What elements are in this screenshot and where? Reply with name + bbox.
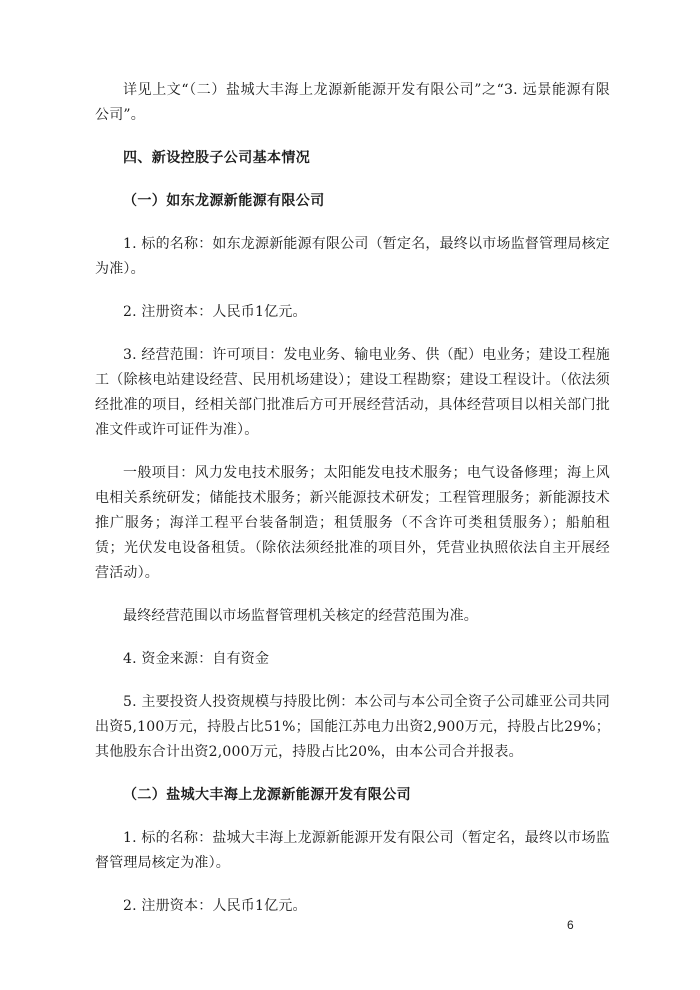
paragraph-rudong-scope-general: 一般项目：风力发电技术服务；太阳能发电技术服务；电气设备修理；海上风电相关系统研发；储能技术服务；新兴能源技术研发；工程管理服务；新能源技术推广服务；海洋工程平台装备制造；租赁服务（不含许可类租赁服务）；船舶租赁；光伏发电设备租赁。（除依法须经批准的项目外，凭营业执照依法自主开展经营活动）。 [95, 465, 610, 581]
paragraph-reference-above: 详见上文“（二）盐城大丰海上龙源新能源开发有限公司”之“3. 远景能源有限公司”。 [95, 82, 610, 123]
paragraph-rudong-funding: 4. 资金来源：自有资金 [123, 651, 270, 667]
paragraph-rudong-capital: 2. 注册资本：人民币1亿元。 [123, 304, 307, 320]
section-heading-new-subsidiaries: 四、新设控股子公司基本情况 [123, 150, 311, 166]
subsection-heading-rudong: （一）如东龙源新能源有限公司 [123, 193, 325, 209]
subsection-heading-dafeng: （二）盐城大丰海上龙源新能源开发有限公司 [123, 787, 411, 803]
document-body [95, 78, 610, 937]
paragraph-rudong-scope-final: 最终经营范围以市场监督管理机关核定的经营范围为准。 [123, 608, 478, 624]
paragraph-dafeng-capital: 2. 注册资本：人民币1亿元。 [123, 898, 307, 914]
paragraph-dafeng-name: 1. 标的名称：盐城大丰海上龙源新能源开发有限公司（暂定名，最终以市场监督管理局核定为准）。 [95, 830, 611, 871]
paragraph-rudong-investment: 5. 主要投资人投资规模与持股比例：本公司与本公司全资子公司雄亚公司共同出资5,100万元，持股占比51%；国能江苏电力出资2,900万元，持股占比29%；其他股东合计出资2,000万元，持股占比20%，由本公司合并报表。 [95, 694, 611, 760]
page-number: 6 [567, 918, 574, 932]
paragraph-rudong-name: 1. 标的名称：如东龙源新能源有限公司（暂定名，最终以市场监督管理局核定为准）。 [95, 236, 611, 277]
paragraph-rudong-scope-licensed: 3. 经营范围：许可项目：发电业务、输电业务、供（配）电业务；建设工程施工（除核电站建设经营、民用机场建设）；建设工程勘察；建设工程设计。（依法须经批准的项目，经相关部门批准后方可开展经营活动，具体经营项目以相关部门批准文件或许可证件为准）。 [95, 347, 611, 438]
